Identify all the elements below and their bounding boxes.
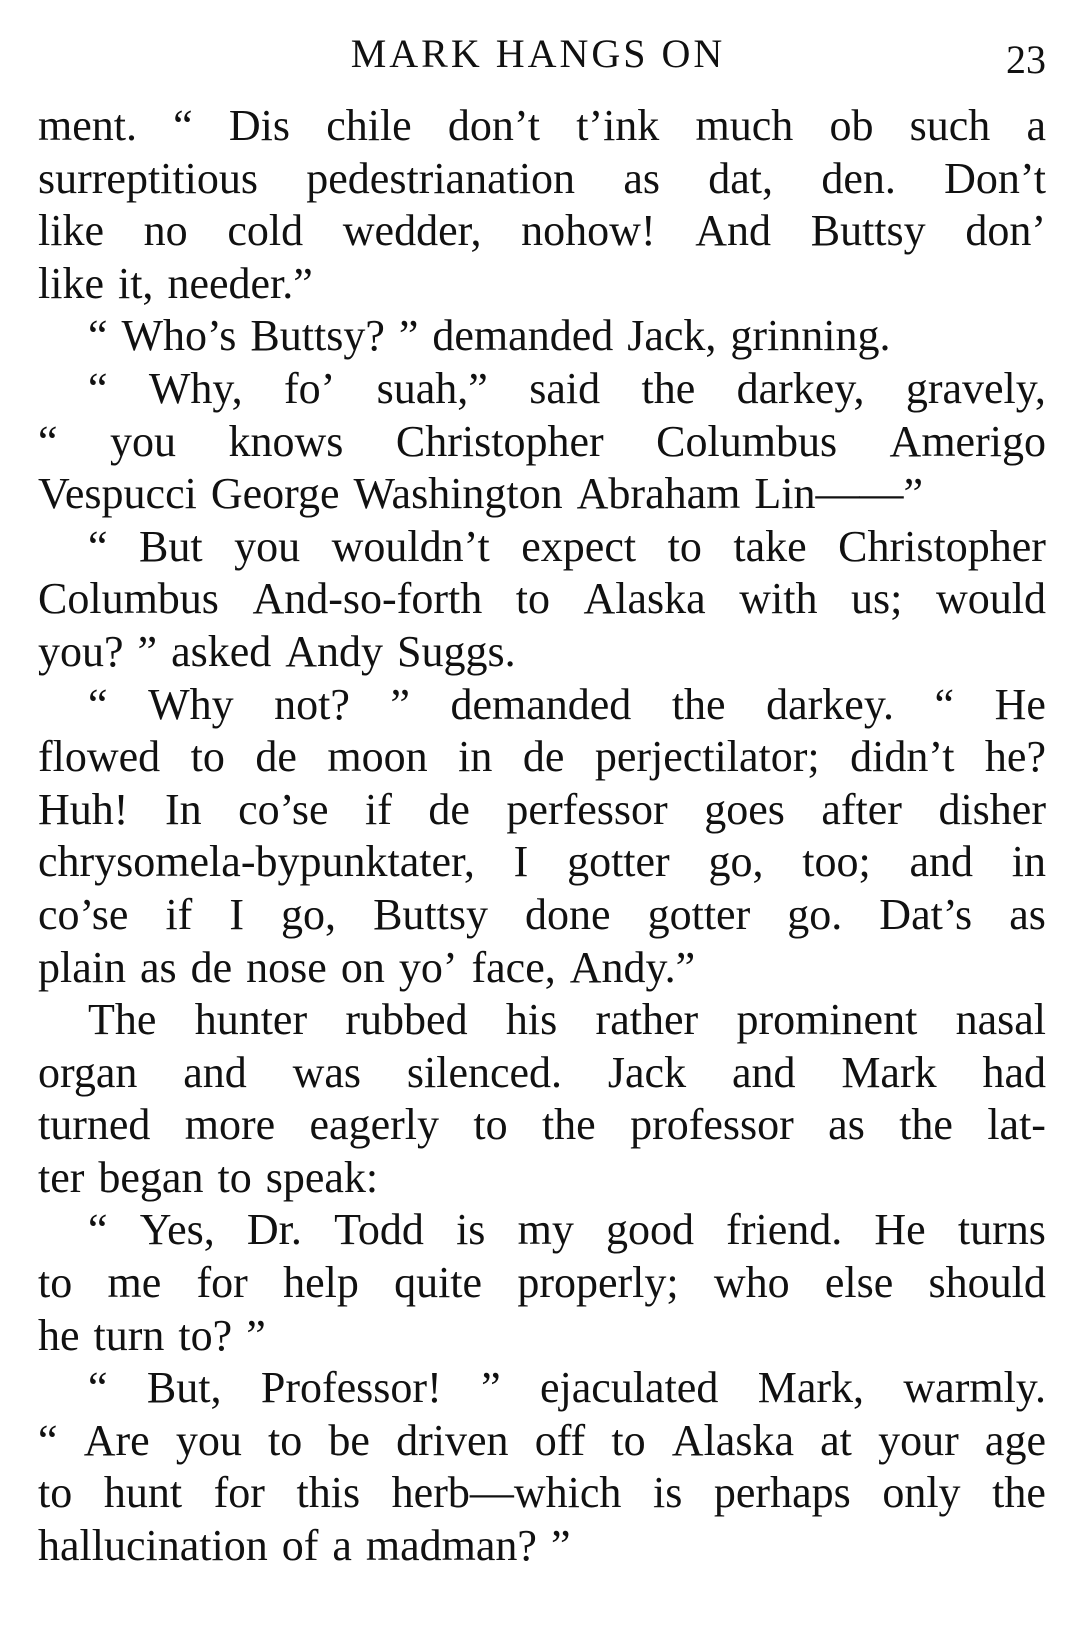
- text-line: like no cold wedder, nohow! And Buttsy don’: [38, 206, 1046, 256]
- text-line: ment. “ Dis chile don’t t’ink much ob such a: [38, 101, 1046, 150]
- text-line: to hunt for this herb—which is perhaps only the: [38, 1468, 1046, 1518]
- running-head: [0, 22, 1076, 82]
- text-line: “ But, Professor! ” ejaculated Mark, warmly.: [88, 1363, 1046, 1413]
- page-number: 23: [1006, 37, 1046, 82]
- text-line: “ Why not? ” demanded the darkey. “ He: [88, 679, 1046, 729]
- text-line: “ But you wouldn’t expect to take Christopher: [88, 521, 1046, 571]
- text-line: co’se if I go, Buttsy done gotter go. Dat’s as: [38, 889, 1046, 939]
- text-line: “ Yes, Dr. Todd is my good friend. He turns: [88, 1205, 1046, 1255]
- text-line: chrysomela-bypunktater, I gotter go, too; and in: [38, 837, 1046, 887]
- text-line: The hunter rubbed his rather prominent nasal: [88, 995, 1046, 1045]
- text-line: Vespucci George Washington Abraham Lin——”: [38, 469, 924, 519]
- text-line: hallucination of a madman? ”: [38, 1521, 571, 1571]
- text-line: like it, needer.”: [38, 258, 313, 308]
- text-line: organ and was silenced. Jack and Mark had: [38, 1047, 1046, 1097]
- running-title: MARK HANGS ON: [350, 31, 726, 76]
- text-line: Huh! In co’se if de perfessor goes after disher: [38, 784, 1046, 834]
- text-line: turned more eagerly to the professor as the lat-: [38, 1100, 1046, 1150]
- text-line: plain as de nose on yo’ face, Andy.”: [38, 942, 696, 992]
- text-line: flowed to de moon in de perjectilator; didn’t he?: [38, 732, 1046, 782]
- text-line: surreptitious pedestrianation as dat, den. Don’t: [38, 153, 1046, 203]
- text-line: “ you knows Christopher Columbus Amerigo: [38, 416, 1046, 466]
- text-line: Columbus And-so-forth to Alaska with us; would: [38, 574, 1046, 624]
- text-line: “ Are you to be driven off to Alaska at your age: [38, 1415, 1046, 1465]
- text-line: ter began to speak:: [38, 1152, 379, 1202]
- text-line: to me for help quite properly; who else should: [38, 1258, 1046, 1308]
- text-line: “ Why, fo’ suah,” said the darkey, gravely,: [88, 363, 1046, 413]
- text-line: “ Who’s Buttsy? ” demanded Jack, grinning.: [88, 311, 891, 361]
- text-line: you? ” asked Andy Suggs.: [38, 626, 516, 676]
- text-line: he turn to? ”: [38, 1310, 266, 1360]
- body-text: [38, 100, 1046, 1573]
